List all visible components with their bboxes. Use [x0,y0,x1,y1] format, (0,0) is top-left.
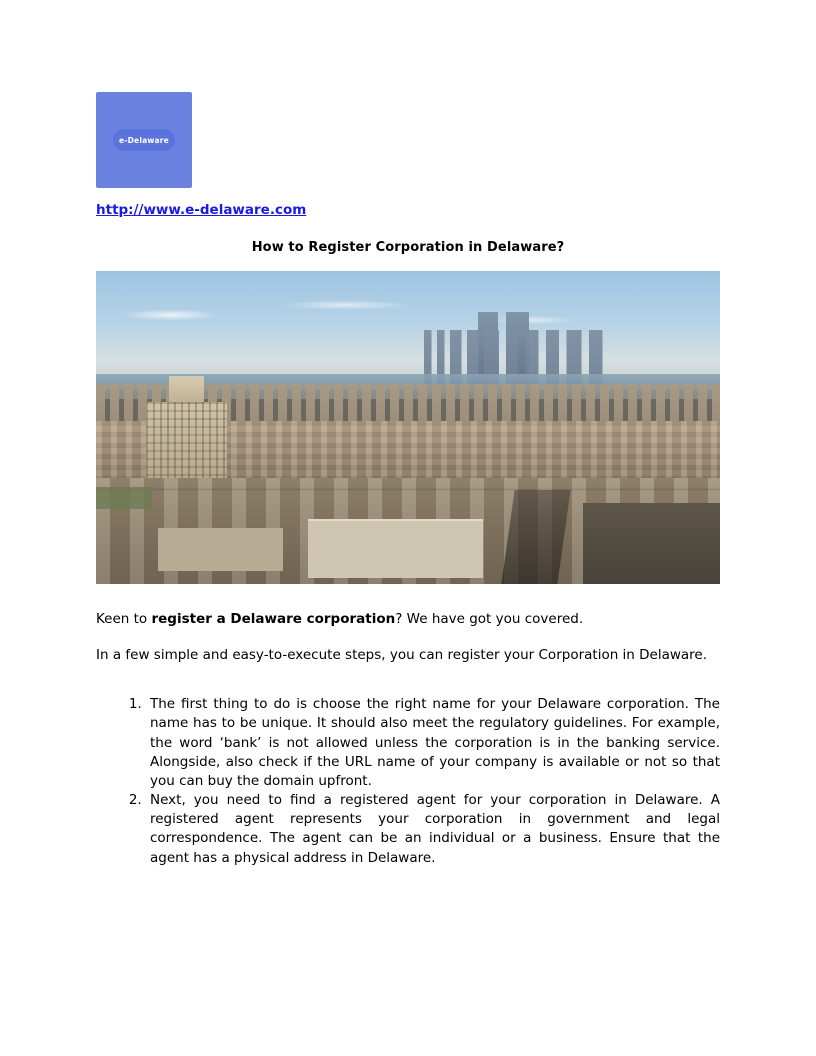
hero-image [96,271,720,584]
intro-paragraph [96,610,720,629]
logo-label: e-Delaware [119,135,169,145]
hero-foreground-roof-secondary [158,528,283,572]
intro-lead-after: ? We have got you covered. [395,611,584,627]
hero-landmark-tower [169,376,205,404]
list-item: 1. The first thing to do is choose the right name for your Delaware corporation. The name has to be unique. It should also meet the regulatory guidelines. For example, the word ‘bank’ is not allowed unless the corporation is in the banking service. Alongside, also check if the URL name of your company is available or not so that you can buy the domain upfront. [146,695,720,791]
website-link[interactable]: http://www.e-delaware.com [96,202,307,218]
hero-clouds [96,290,720,340]
steps-list [96,695,720,867]
list-item: 2. Next, you need to find a registered agent for your corporation in Delaware. A registered agent represents your corporation in government and legal correspondence. The agent can be an individual or a business. Ensure that the agent has a physical address in Delaware. [146,791,720,868]
hero-foreground-roof-main [308,519,483,577]
page-title: How to Register Corporation in Delaware? [251,240,565,255]
intro-second-paragraph: In a few simple and easy-to-execute steps, you can register your Corporation in Delaware. [96,647,708,664]
intro-lead-bold: register a Delaware corporation [151,611,396,627]
intro-lead-before: Keen to [96,611,152,627]
hero-foreground-shadow [583,503,720,584]
company-logo [96,92,192,188]
hero-trees [96,487,152,509]
logo-badge [113,129,175,151]
